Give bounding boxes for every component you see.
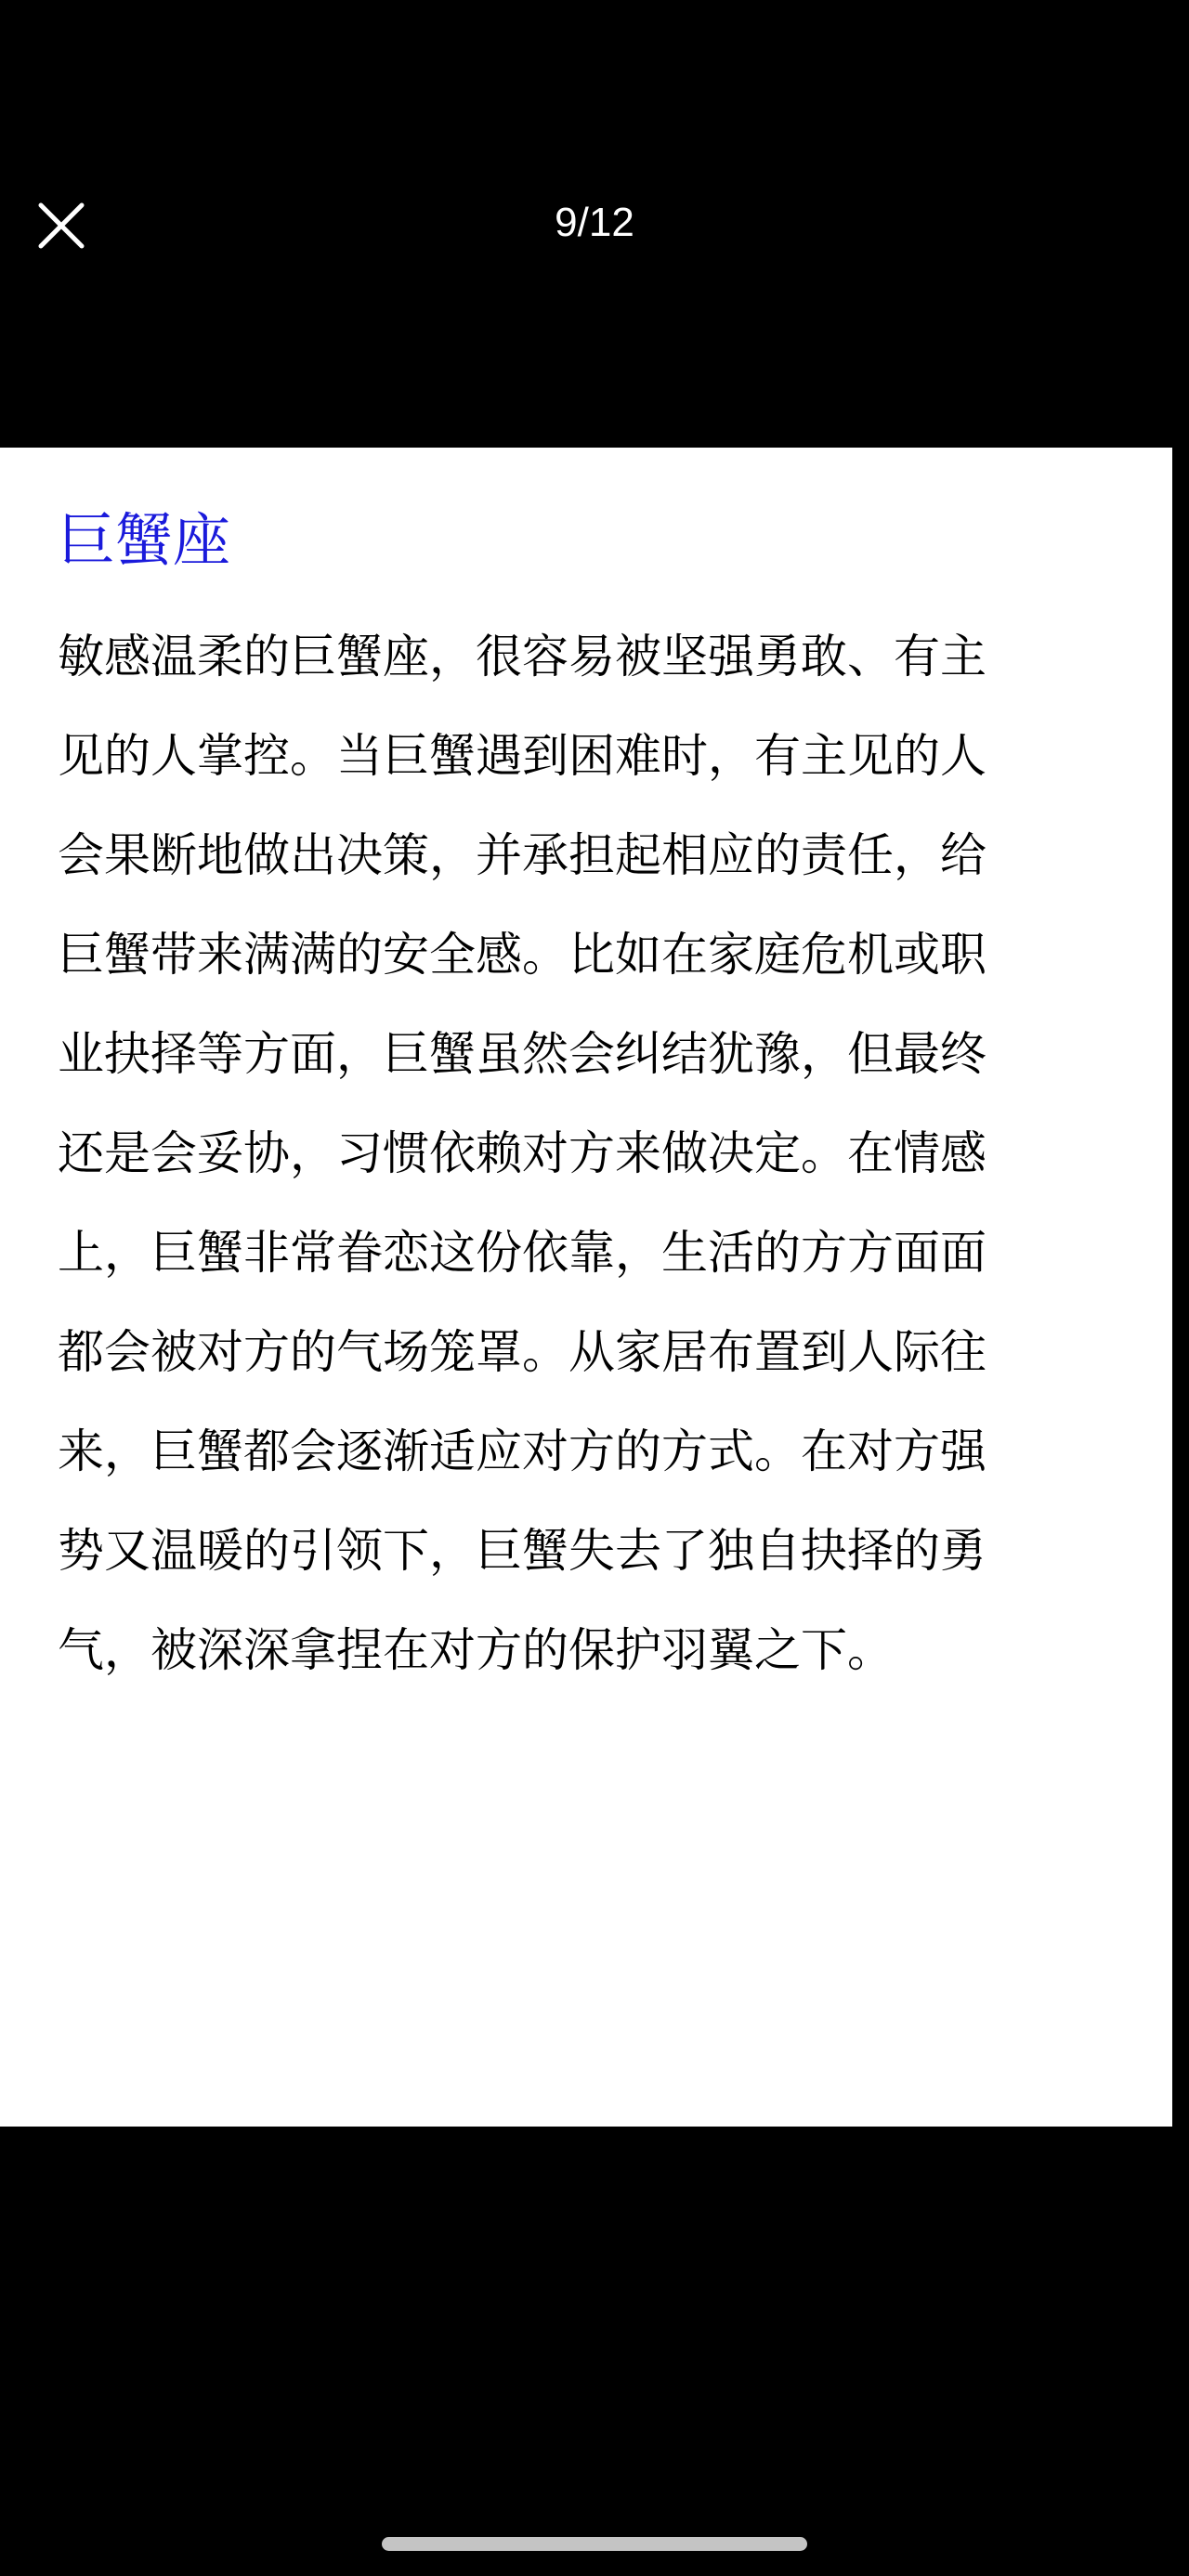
body-line: 气，被深深拿捏在对方的保护羽翼之下。	[58, 1623, 894, 1677]
body-line: 敏感温柔的巨蟹座，很容易被坚强勇敢、有主	[58, 630, 986, 683]
document-page[interactable]	[0, 448, 1172, 2127]
body-line: 势又温暖的引领下，巨蟹失去了独自抉择的勇	[58, 1524, 986, 1578]
body-line: 还是会妥协，习惯依赖对方来做决定。在情感	[58, 1126, 986, 1180]
body-line: 业抉择等方面，巨蟹虽然会纠结犹豫，但最终	[58, 1027, 986, 1081]
body-line: 巨蟹带来满满的安全感。比如在家庭危机或职	[58, 928, 986, 982]
page-counter: 9/12	[555, 200, 634, 245]
body-line: 见的人掌控。当巨蟹遇到困难时，有主见的人	[58, 729, 986, 783]
body-line: 上，巨蟹非常眷恋这份依靠，生活的方方面面	[58, 1226, 986, 1280]
page-title: 巨蟹座	[58, 506, 231, 574]
body-line: 会果断地做出决策，并承担起相应的责任，给	[58, 828, 986, 882]
body-line: 都会被对方的气场笼罩。从家居布置到人际往	[58, 1325, 986, 1379]
home-indicator[interactable]	[382, 2537, 807, 2551]
viewer-top-bar	[0, 0, 1189, 448]
body-text	[58, 607, 1117, 1700]
body-line: 来，巨蟹都会逐渐适应对方的方式。在对方强	[58, 1425, 986, 1478]
